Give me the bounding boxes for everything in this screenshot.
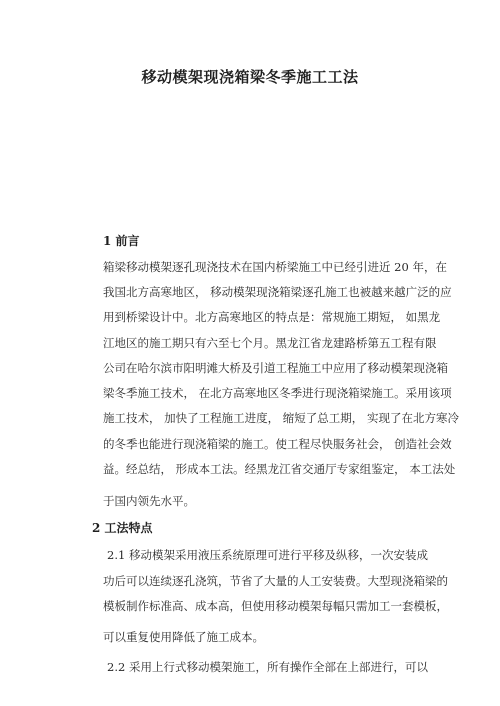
section-1-line-6: 梁冬季施工技术， 在北方高寒地区冬季进行现浇箱梁施工。采用该项 bbox=[103, 386, 452, 400]
section-1-line-3: 用到桥梁设计中。北方高寒地区的特点是：常规施工期短， 如黑龙 bbox=[103, 310, 441, 324]
section-1-line-5: 公司在哈尔滨市阳明滩大桥及引道工程施工中应用了移动模架现浇箱 bbox=[103, 361, 448, 375]
section-2-line-5: 2.2 采用上行式移动模架施工，所有操作全部在上部进行，可以 bbox=[107, 660, 428, 674]
section-2-line-2: 功后可以连续逐孔浇筑，节省了大量的人工安装费。大型现浇箱梁的 bbox=[103, 574, 448, 588]
section-1-line-8: 的冬季也能进行现浇箱梁的施工。使工程尽快服务社会， 创造社会效 bbox=[103, 437, 452, 451]
section-2-line-1: 2.1 移动模架采用液压系统原理可进行平移及纵移，一次安装成 bbox=[107, 548, 428, 562]
section-1-line-2: 我国北方高寒地区， 移动模架现浇箱梁逐孔施工也被越来越广泛的应 bbox=[103, 285, 452, 299]
section-1-heading: 1 前言 bbox=[103, 234, 140, 248]
section-1-line-4: 江地区的施工期只有六至七个月。黑龙江省龙建路桥第五工程有限 bbox=[103, 336, 437, 350]
section-1-line-7: 施工技术， 加快了工程施工进度， 缩短了总工期， 实现了在北方寒冷 bbox=[103, 411, 459, 425]
section-1-line-1: 箱梁移动模架逐孔现浇技术在国内桥梁施工中已经引进近 20 年，在 bbox=[103, 260, 447, 274]
section-2-line-3: 模板制作标准高、成本高，但使用移动模架每幅只需加工一套模板， bbox=[103, 599, 448, 613]
section-2-line-4: 可以重复使用降低了施工成本。 bbox=[103, 630, 264, 644]
section-1-line-10: 于国内领先水平。 bbox=[103, 494, 195, 508]
section-2-heading: 2 工法特点 bbox=[92, 521, 153, 535]
section-1-line-9: 益。经总结， 形成本工法。经黑龙江省交通厅专家组鉴定， 本工法处 bbox=[103, 462, 456, 476]
document-title: 移动模架现浇箱梁冬季施工工法 bbox=[141, 68, 359, 86]
